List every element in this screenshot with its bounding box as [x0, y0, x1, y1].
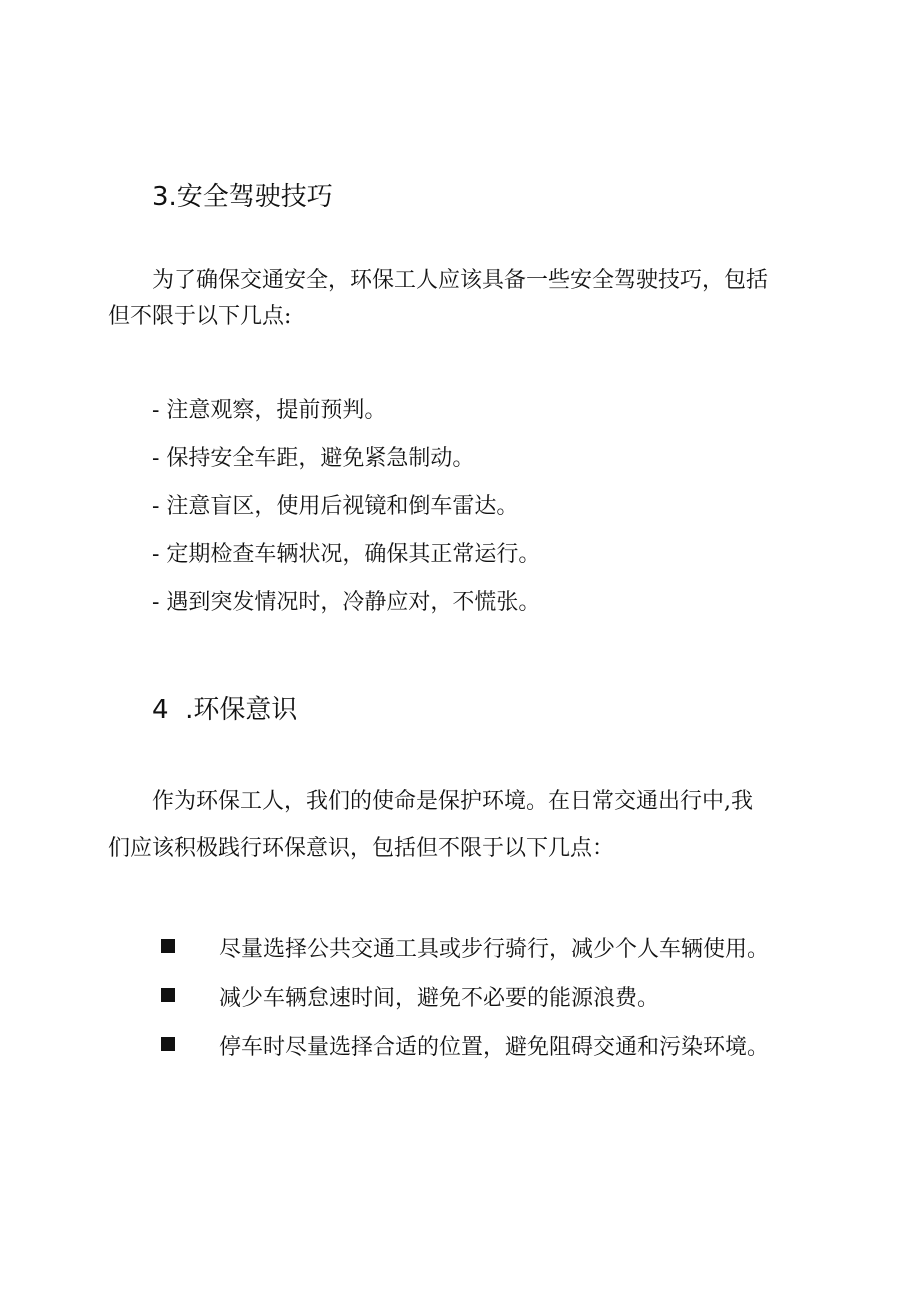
section-3-intro-line-1: 为了确保交通安全，环保工人应该具备一些安全驾驶技巧，包括	[152, 268, 769, 293]
list-item: - 遇到突发情况时，冷静应对，不慌张。	[152, 590, 541, 615]
list-item: 尽量选择公共交通工具或步行骑行，减少个人车辆使用。	[219, 937, 770, 962]
list-item: - 定期检查车辆状况，确保其正常运行。	[152, 542, 541, 567]
section-3-intro-line-2: 但不限于以下几点:	[108, 304, 292, 329]
list-item: 减少车辆怠速时间，避免不必要的能源浪费。	[219, 986, 660, 1011]
section-3-heading: 3.安全驾驶技巧	[152, 182, 333, 212]
square-bullet-icon	[161, 939, 175, 953]
list-item: - 注意盲区，使用后视镜和倒车雷达。	[152, 494, 519, 519]
list-item: 停车时尽量选择合适的位置，避免阻碍交通和污染环境。	[219, 1035, 770, 1060]
square-bullet-icon	[161, 988, 175, 1002]
list-item: - 保持安全车距，避免紧急制动。	[152, 446, 475, 471]
list-item: - 注意观察，提前预判。	[152, 398, 387, 423]
square-bullet-icon	[161, 1037, 175, 1051]
section-4-heading: 4 .环保意识	[152, 695, 298, 725]
section-4-intro-line-1: 作为环保工人，我们的使命是保护环境。在日常交通出行中,我	[152, 789, 753, 814]
section-4-intro-line-2: 们应该积极践行环保意识，包括但不限于以下几点：	[108, 836, 615, 861]
